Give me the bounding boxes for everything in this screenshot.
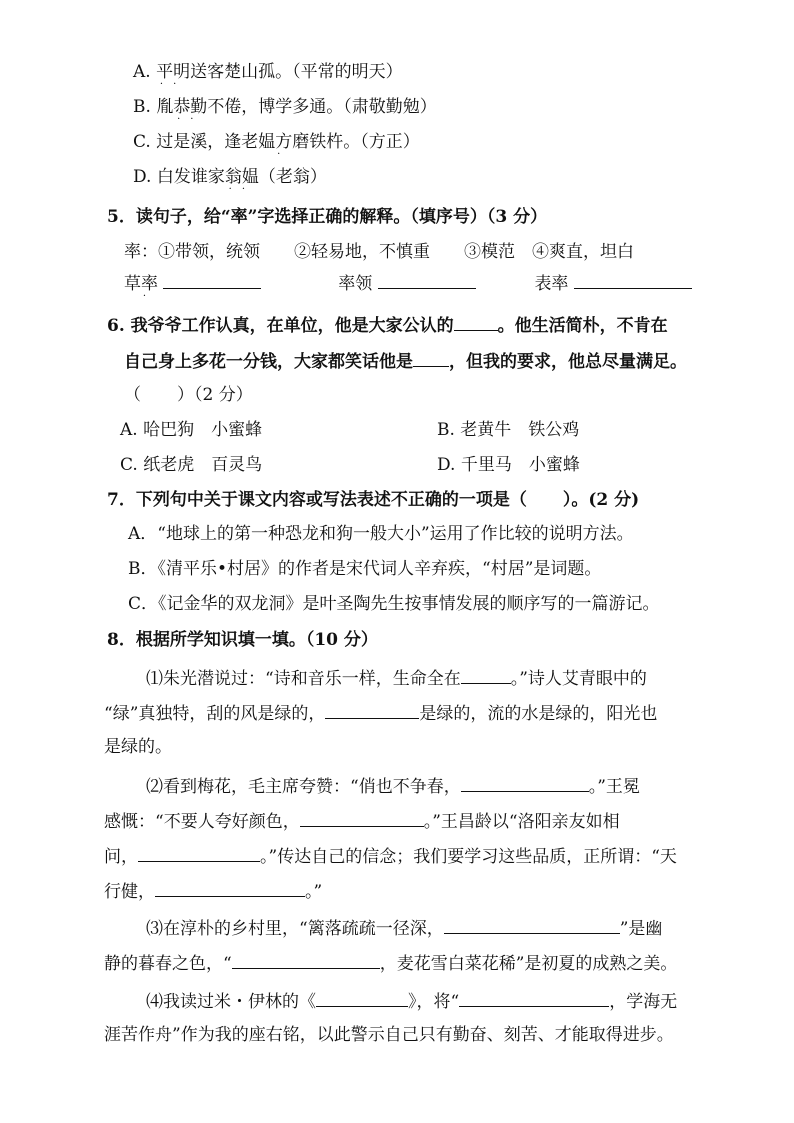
q8-text: 。” [305, 882, 323, 902]
option-letter: D. [133, 167, 152, 187]
paren-open: （ [124, 385, 141, 405]
word-lvling: 率领 [338, 274, 373, 294]
q8-text: “绿”真独特，刮的风是绿的， [104, 704, 326, 724]
q8-part2-line1 [146, 773, 640, 799]
q8-part1-line3: 是绿的。 [104, 737, 172, 757]
answer-blank-3[interactable] [574, 270, 692, 289]
q8-text: ，麦花雪白菜花稀”是初夏的成熟之美。 [379, 954, 678, 974]
q8-text: 问， [104, 847, 138, 867]
q6-text: 。他生活简朴，不肯在 [497, 316, 668, 336]
q8-part4-line1 [146, 988, 677, 1014]
dotted-word: 平明 ·· [156, 62, 191, 90]
paren-close: ） [177, 385, 194, 405]
q8-text: 。”王昌龄以“洛阳亲友如相 [423, 812, 620, 832]
option-text-post: 磨铁杵。（方正） [292, 132, 420, 152]
q8-text: 静的暮春之色，“ [104, 954, 232, 974]
option-letter: B. [133, 97, 151, 117]
answer-blank-2[interactable] [378, 270, 476, 289]
q8-part3-line2 [104, 950, 677, 976]
option-letter: C. [133, 132, 151, 152]
answer-blank[interactable] [461, 773, 589, 792]
q8-part1-line1 [146, 665, 647, 691]
option-text-post: （老翁） [258, 167, 327, 187]
q5-definitions: 率：①带领，统领 ②轻易地，不慎重 ③模范 ④爽直，坦白 [124, 242, 634, 262]
q4-option-a [133, 60, 403, 90]
q8-text: ”是幽 [619, 919, 663, 939]
answer-blank[interactable] [316, 988, 408, 1007]
q8-text: 。”诗人艾青眼中的 [510, 669, 647, 689]
answer-blank[interactable] [459, 988, 609, 1007]
answer-blank[interactable] [461, 665, 511, 684]
q6-text: 6. 我爷爷工作认真，在单位，他是大家公认的 [107, 316, 454, 336]
q6-option-c: C. 纸老虎 百灵鸟 [120, 455, 263, 475]
dotted-word: 方 · [275, 132, 293, 160]
q4-option-b [133, 95, 437, 125]
q8-text: 》，将“ [408, 992, 460, 1012]
dotted-word: 恭勤 ·· [173, 97, 208, 125]
answer-blank[interactable] [155, 878, 305, 897]
q8-part1-line2 [104, 700, 657, 726]
q6-option-a: A. 哈巴狗 小蜜蜂 [120, 420, 263, 440]
dotted-word: 翁媪 ·· [224, 167, 259, 195]
q4-option-c [133, 130, 420, 160]
answer-blank[interactable] [300, 808, 424, 827]
word-biaolv: 表率 [534, 274, 569, 294]
dotted-word: 率 · [141, 274, 158, 302]
q7-heading [107, 488, 639, 514]
q8-part2-line3 [104, 843, 677, 869]
answer-blank[interactable] [454, 312, 498, 331]
option-text-post: 送客楚山孤。（平常的明天） [190, 62, 403, 82]
q8-text: ⑶在淳朴的乡村里，“篱落疏疏一径深， [146, 919, 444, 939]
answer-blank[interactable] [232, 950, 380, 969]
q8-text: 。”传达自己的信念；我们要学习这些品质，正所谓：“天 [260, 847, 677, 867]
option-text-pre: 胤 [156, 97, 174, 117]
q5-words [124, 270, 692, 302]
q6-option-d: D. 千里马 小蜜蜂 [437, 455, 580, 475]
answer-blank[interactable] [325, 700, 419, 719]
q6-line-1 [107, 312, 668, 338]
q8-part4-line2: 涯苦作舟”作为我的座右铭，以此警示自己只有勤奋、刻苦、才能取得进步。 [104, 1025, 674, 1045]
q6-line-2 [124, 348, 687, 374]
option-text-pre: 白发谁家 [156, 167, 225, 187]
score: （2 分） [194, 385, 253, 405]
q7-option-b: B．《清平乐•村居》的作者是宋代词人辛弃疾，“村居”是词题。 [128, 559, 602, 579]
q7-option-a: A．“地球上的第一种恐龙和狗一般大小”运用了作比较的说明方法。 [128, 524, 634, 544]
q8-part3-line1 [146, 915, 662, 941]
answer-blank-1[interactable] [163, 270, 261, 289]
answer-blank[interactable] [444, 915, 620, 934]
q6-option-b: B. 老黄牛 铁公鸡 [437, 420, 580, 440]
word-part: 草 [124, 274, 141, 294]
q8-part2-line2 [104, 808, 620, 834]
q6-answer-line [124, 383, 253, 409]
option-text-post: 不倦，博学多通。（肃敬勤勉） [207, 97, 437, 117]
q8-part2-line4 [104, 878, 322, 904]
q8-text: 感慨：“不要人夸好颜色， [104, 812, 300, 832]
q7-option-c: C．《记金华的双龙洞》是叶圣陶先生按事情发展的顺序写的一篇游记。 [128, 594, 660, 614]
q8-text: ⑴朱光潜说过：“诗和音乐一样，生命全在 [146, 669, 461, 689]
q6-text: 自己身上多花一分钱，大家都笑话他是 [124, 352, 413, 372]
q5-heading: 5．读句子，给“率”字选择正确的解释。（填序号）（3 分） [107, 207, 548, 227]
option-letter: A. [133, 62, 151, 82]
q8-text: ⑵看到梅花，毛主席夸赞：“俏也不争春， [146, 777, 461, 797]
q6-text: ，但我的要求，他总尽量满足。 [449, 352, 687, 372]
q8-text: 。”王冕 [588, 777, 640, 797]
q7-text: 7．下列句中关于课文内容或写法表述不正确的一项是（ [107, 490, 527, 510]
answer-blank[interactable] [413, 348, 449, 367]
q7-text: ）。(2 分) [562, 490, 640, 510]
q8-text: ，学海无 [609, 992, 678, 1012]
q8-text: 是绿的，流的水是绿的，阳光也 [419, 704, 658, 724]
q8-text: ⑷我读过米・伊林的《 [146, 992, 316, 1012]
q8-heading: 8．根据所学知识填一填。（10 分） [107, 630, 378, 650]
option-text-pre: 过是溪，逢老媪 [156, 132, 276, 152]
q4-option-d [133, 165, 327, 195]
answer-blank[interactable] [138, 843, 260, 862]
q8-text: 行健， [104, 882, 155, 902]
